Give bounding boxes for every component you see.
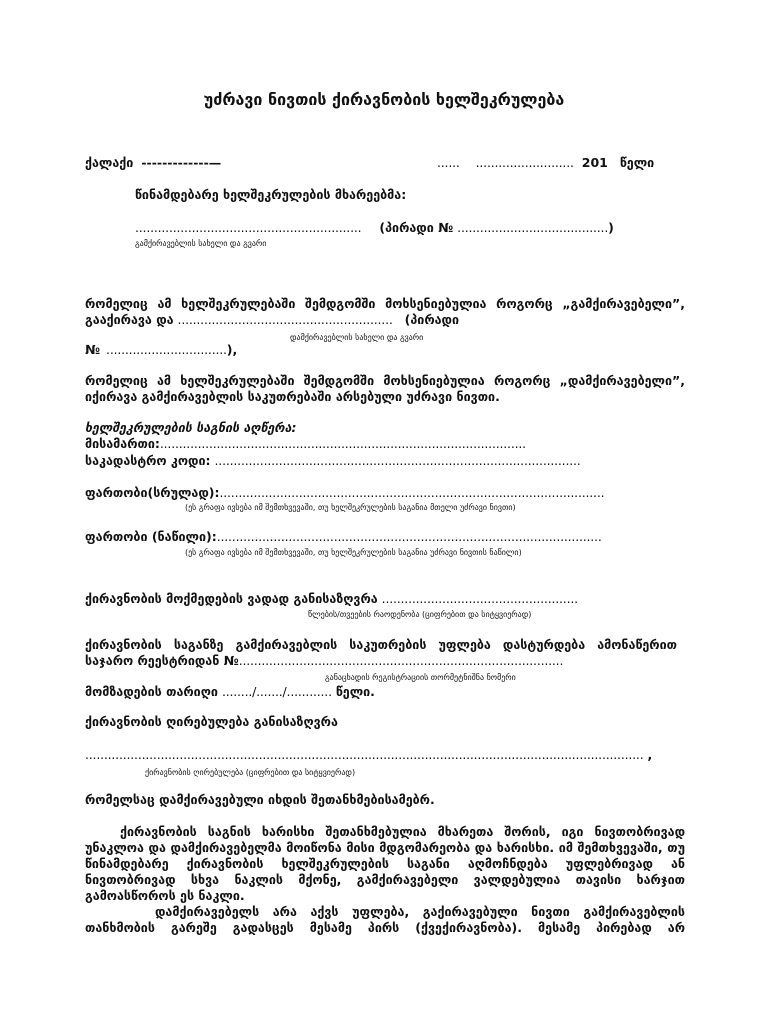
city-blank: -------------— [141, 155, 222, 170]
lessee-id-no: № [85, 342, 101, 357]
clauses [85, 824, 685, 936]
term-caption: წლების/თვეების რაოდენობა (ციფრებით და სიტყვიერად) [308, 610, 532, 619]
lessee-line-prefix: გააქირავა და [85, 312, 174, 327]
month-blank: .......................... [475, 155, 574, 170]
lessor-id-label: (პირადი № [379, 220, 454, 235]
lessee-id-close: ), [226, 342, 238, 357]
cost-line [85, 747, 685, 763]
area-part-line [85, 529, 685, 545]
lessee-role-line: რომელიც ამ ხელშეკრულებაში შემდგომში მოხსენიებულია როგორც „დამქირავებელი”, [85, 373, 685, 388]
payment-note: რომელსაც დამქირავებული იხდის შეთანხმებისამებრ. [85, 792, 435, 807]
cost-blank: .................................................................................................................................................... [85, 747, 644, 762]
lessor-name-blank: ............................................................ [135, 220, 362, 235]
area-part-label: ფართობი (ნაწილი): [85, 529, 217, 544]
term-label: ქირავნობის მოქმედების ვადად განისაზღვრა [85, 591, 378, 606]
address-line [85, 436, 685, 452]
lessee-name-caption: დამქირავებლის სახელი და გვარი [290, 333, 424, 342]
ownership-line: ქირავნობის საგანზე გამქირავებლის საკუთრების უფლება დასტურდება ამონაწერით [85, 637, 677, 652]
clause-sublease: დამქირავებელს არა აქვს უფლება, გაქირავებული ნივთი გამქირავებლის თანხმობის გარეშე გადასცეს მესამე პირს (ქვექირავნობა). მესამე პირებად არ [85, 904, 685, 935]
cost-heading: ქირავნობის ღირებულება განისაზღვრა [85, 714, 338, 729]
document-title: უძრავი ნივთის ქირავნობის ხელშეკრულება [203, 90, 565, 109]
lessee-id-blank: ................................ [106, 342, 227, 357]
lessor-id-close: ) [608, 220, 614, 235]
cadastral-label: საკადასტრო კოდი: [85, 453, 211, 468]
clause-quality: ქირავნობის საგნის ხარისხი შეთანხმებულია მხარეთა შორის, იგი ნივთობრივად უნაკლოა და დამქირავებელმა მოიწონა მისი მდგომარეობა და ხარისხი. იმ შემთხვევაში, თუ წინამდებარე ქირავნობის ხელშეკრულების საგანი აღმოჩნდება უფლებრივად ან ნივთობრივად სხვა ნაკლის მქონე, გამქირავებელი ვალდებულია თავისი ხარჯით გამოასწოროს ეს ნაკლი. [85, 824, 685, 903]
extract-date-blank: ......../......./............ [221, 684, 332, 699]
parties-intro: წინამდებარე ხელშეკრულების მხარეებმა: [135, 187, 407, 202]
cost-caption: ქირავნობის ღირებულება (ციფრებით და სიტყვიერად) [145, 768, 356, 777]
cadastral-line [85, 453, 685, 469]
lessee-id-line [85, 342, 685, 358]
city-label: ქალაქი [85, 155, 134, 170]
subject-heading: ხელშეკრულების საგნის აღწერა: [85, 420, 297, 435]
lessee-id-label: (პირადი [404, 312, 460, 327]
date-line [437, 155, 687, 171]
term-blank: .................................................... [381, 591, 578, 606]
area-full-line [85, 485, 685, 501]
place-line [85, 155, 415, 171]
area-full-note: (ეს გრაფა ივსება იმ შემთხვევაში, თუ ხელშეკრულების საგანია მთელი უძრავი ნივთი) [185, 503, 516, 512]
registry-caption: განაცხადის რეგისტრაციის თორმეტნიშნა ნომერი [325, 673, 516, 682]
registry-label: საჯარო რეესტრიდან № [85, 653, 239, 668]
lessor-name-caption: გამქირავებლის სახელი და გვარი [135, 239, 267, 248]
lessee-role-line-2: იქირავა გამქირავებლის საკუთრებაში არსებული უძრავი ნივთი. [85, 389, 500, 404]
extract-date-suffix: წელი. [335, 684, 375, 699]
extract-date-line [85, 684, 685, 700]
registry-line [85, 653, 685, 669]
address-blank: ................................................................................................. [159, 436, 526, 451]
lessor-line [135, 220, 685, 236]
day-blank: ...... [437, 155, 460, 170]
registry-blank: ...................................................................................... [238, 653, 564, 668]
lessor-id-blank: ........................................ [457, 220, 609, 235]
year-prefix: 201 [581, 155, 608, 170]
area-part-blank: ...................................................................................................... [216, 529, 602, 544]
area-full-blank: ...................................................................................................... [219, 485, 605, 500]
year-label: წელი [619, 155, 655, 170]
address-label: მისამართი: [85, 436, 160, 451]
area-part-note: (ეს გრაფა ივსება იმ შემთხვევაში, თუ ხელშეკრულების საგანია უძრავი ნივთის ნაწილი) [185, 548, 522, 557]
area-full-label: ფართობი(სრულად): [85, 485, 220, 500]
lessee-line [85, 312, 685, 328]
cost-comma: , [647, 747, 653, 762]
lessor-role-line: რომელიც ამ ხელშეკრულებაში შემდგომში მოხსენიებულია როგორც „გამქირავებელი”, [85, 296, 685, 311]
cadastral-blank: ................................................................................................. [214, 453, 581, 468]
extract-date-label: მომზადების თარიღი [85, 684, 218, 699]
term-line [85, 591, 685, 607]
lessee-name-blank: ......................................................... [177, 312, 393, 327]
